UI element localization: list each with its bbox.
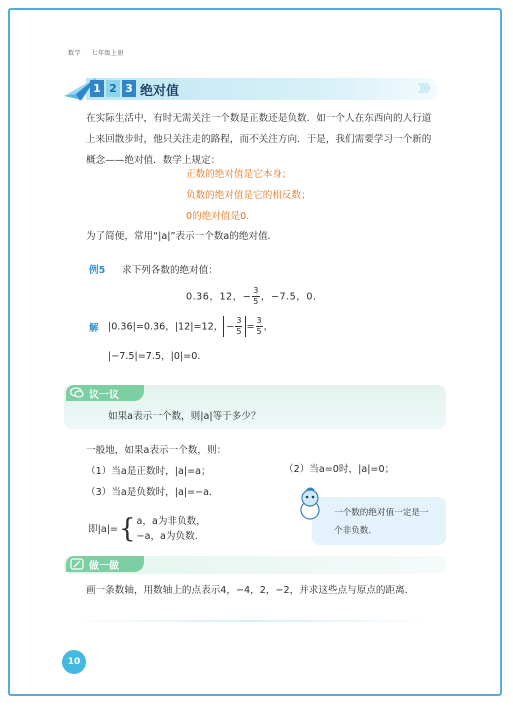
section-number-part: 3 [122,80,136,97]
fraction-denominator: 5 [256,327,262,336]
example-numbers [186,286,323,307]
speech-bubble-icon [70,387,84,399]
example-prompt: 求下列各数的绝对值： [122,265,218,276]
mascot-icon [294,486,326,520]
pencil-icon [70,558,84,570]
page-number: 10 [62,650,86,674]
header-book: 七年级上册 [91,50,124,57]
solution-line-1 [108,316,273,337]
note-bubble: 一个数的绝对值一定是一个非负数． [312,497,446,545]
general-case-3: （3）当a是负数时，|a|=−a． [86,487,219,498]
fraction [252,286,260,307]
fraction-numerator: 3 [253,286,259,295]
activity-title: 做一做 [89,561,119,572]
running-header [68,48,132,57]
fraction [235,316,242,337]
piecewise-line-2: −a，a为负数． [136,531,205,542]
general-case-2: （2）当a=0时，|a|=0； [284,464,395,475]
example-numbers-b: ，−7.5，0． [260,291,324,303]
example-numbers-a: 0.36，12，− [186,291,252,303]
section-title-band [86,78,438,100]
chevron-decoration: 》》》 [418,82,434,95]
discuss-title: 议一议 [89,390,119,401]
example-label: 例5 [89,265,106,276]
absolute-value-bars [223,316,246,337]
fraction-denominator: 5 [253,297,259,306]
piecewise-lines [137,514,206,544]
fraction-numerator: 3 [256,316,262,325]
fraction-denominator: 5 [236,327,242,336]
discuss-question: 如果a表示一个数，则|a|等于多少？ [108,411,261,422]
section-title: 绝对值 [140,84,180,99]
rule-negative: 负数的绝对值是它的相反数； [186,190,311,201]
solution-label: 解 [89,323,99,334]
fraction-numerator: 3 [236,316,242,325]
notation-paragraph: 为了简便，常用“|a|”表示一个数a的绝对值． [86,231,278,242]
equals-sign: = [246,321,255,333]
piecewise-line-1: a，a为非负数， [136,516,206,527]
rule-zero: 0的绝对值是0． [186,211,256,222]
activity-text: 画一条数轴，用数轴上的点表示4，−4，2，−2，并求这些点与原点的距离． [86,585,415,596]
section-number-part: 1 [90,80,104,97]
divider [70,620,430,622]
punctuation: ， [263,321,274,333]
general-intro: 一般地，如果a表示一个数，则： [86,445,227,456]
section-number-part: 2 [106,80,120,97]
solution-line-2: |−7.5|=7.5，|0|=0． [108,351,207,362]
piecewise-definition [88,514,206,544]
piecewise-prefix: 即|a|= [88,524,118,535]
intro-paragraph: 在实际生活中，有时无需关注一个数是正数还是负数．如一个人在东西向的人行道上来回散步时，他只关注走的路程，而不关注方向．于是，我们需要学习一个新的概念——绝对值．数学上规定： [86,113,432,166]
rule-positive: 正数的绝对值是它本身； [186,169,292,180]
general-case-1: （1）当a是正数时，|a|=a； [86,466,211,477]
brace: { [118,514,136,544]
solution-line-1-a: |0.36|=0.36，|12|=12， [108,321,224,333]
header-subject: 数学 [68,50,82,57]
fraction [256,316,263,337]
minus-sign: − [226,321,235,333]
